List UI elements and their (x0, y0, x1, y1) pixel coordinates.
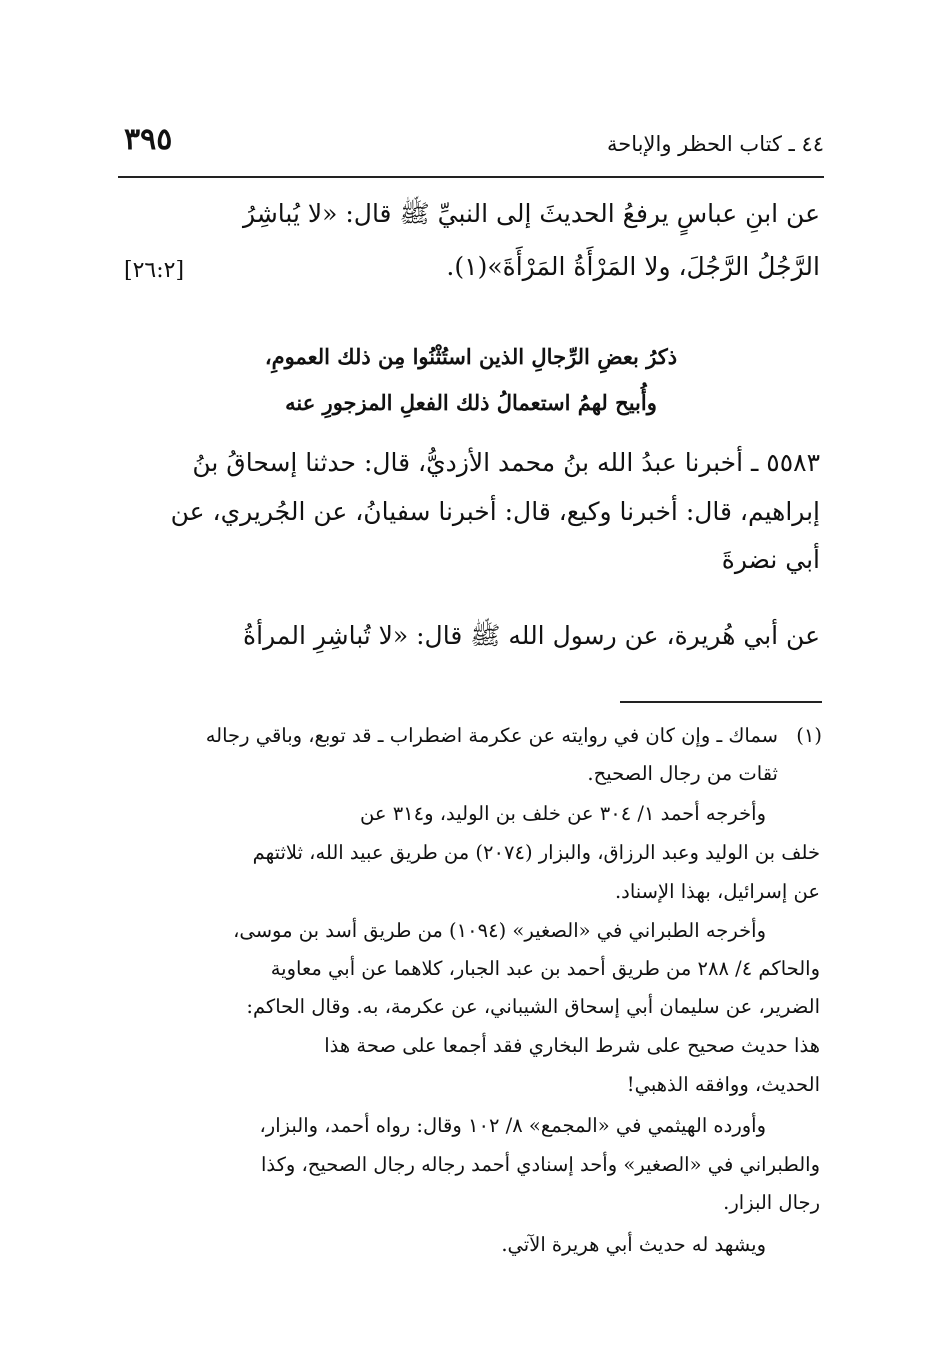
section-heading-line-2: وأُبيح لهمُ استعمالُ ذلك الفعلِ المزجورِ عنه (285, 390, 657, 415)
footnote-line: والطبراني في «الصغير» وأحد إسنادي أحمد رجاله رجال الصحيح، وكذا (260, 1153, 820, 1176)
footnote-line: الحديث، ووافقه الذهبي! (626, 1073, 820, 1096)
page-header (118, 118, 824, 174)
chapter-title: ٤٤ ـ كتاب الحظر والإباحة (607, 132, 824, 156)
section-heading-line-1: ذكرُ بعضِ الرِّجالِ الذين استُثْنُوا مِن ذلك العمومِ، (264, 344, 678, 369)
footnote-line: خلف بن الوليد وعبد الرزاق، والبزار (٢٠٧٤) من طريق عبيد الله، ثلاثتهم (252, 841, 820, 864)
page-number: ٣٩٥ (124, 122, 173, 157)
footnote-line: والحاكم ٤/ ٢٨٨ من طريق أحمد بن عبد الجبار، كلاهما عن أبي معاوية (270, 957, 820, 980)
hadith-5583-line-2: إبراهيم، قال: أخبرنا وكيع، قال: أخبرنا سفيانُ، عن الجُريري، عن (170, 497, 820, 526)
footnote-line: هذا حديث صحيح على شرط البخاري فقد أجمعا على صحة هذا (324, 1034, 820, 1057)
header-divider (118, 176, 824, 178)
hadith-5583-line-3: أبي نضرةَ (721, 545, 820, 574)
footnote-line: وأخرجه أحمد ١/ ٣٠٤ عن خلف بن الوليد، و٣١٤ عن (360, 802, 766, 825)
top-hadith-line-2: الرَّجُلُ الرَّجُلَ، ولا المَرْأَةُ المَرْأَةَ»(١). (446, 252, 820, 281)
footnote-divider (620, 701, 822, 703)
footnote-line: عن إسرائيل، بهذا الإسناد. (614, 880, 820, 903)
footnote-line: رجال البزار. (723, 1191, 820, 1214)
footnote-line: وأورده الهيثمي في «المجمع» ٨/ ١٠٢ وقال: رواه أحمد، والبزار، (259, 1114, 766, 1137)
footnote-line: الضرير، عن سليمان أبي إسحاق الشيباني، عن عكرمة، به. وقال الحاكم: (246, 995, 820, 1018)
footnote-line: وأخرجه الطبراني في «الصغير» (١٠٩٤) من طريق أسد بن موسى، (233, 919, 766, 942)
footnote-line: سماك ـ وإن كان في روايته عن عكرمة اضطراب ـ قد توبع، وباقي رجاله (205, 724, 778, 747)
footnote-marker: (١) (796, 724, 822, 747)
footnote-line: ويشهد له حديث أبي هريرة الآتي. (501, 1233, 766, 1256)
hadith-5583-line-4: عن أبي هُريرة، عن رسول الله ﷺ قال: «لا تُباشِرِ المرأةُ (243, 621, 820, 650)
hadith-reference: [٢٦:٢] (124, 258, 185, 283)
top-hadith-line-1: عن ابنِ عباسٍ يرفعُ الحديثَ إلى النبيِّ ﷺ قال: «لا يُباشِرُ (243, 199, 820, 228)
footnote-line: ثقات من رجال الصحيح. (587, 762, 778, 785)
hadith-5583-line-1: ٥٥٨٣ ـ أخبرنا عبدُ الله بنُ محمد الأزديُّ، قال: حدثنا إسحاقُ بنُ (192, 448, 820, 477)
